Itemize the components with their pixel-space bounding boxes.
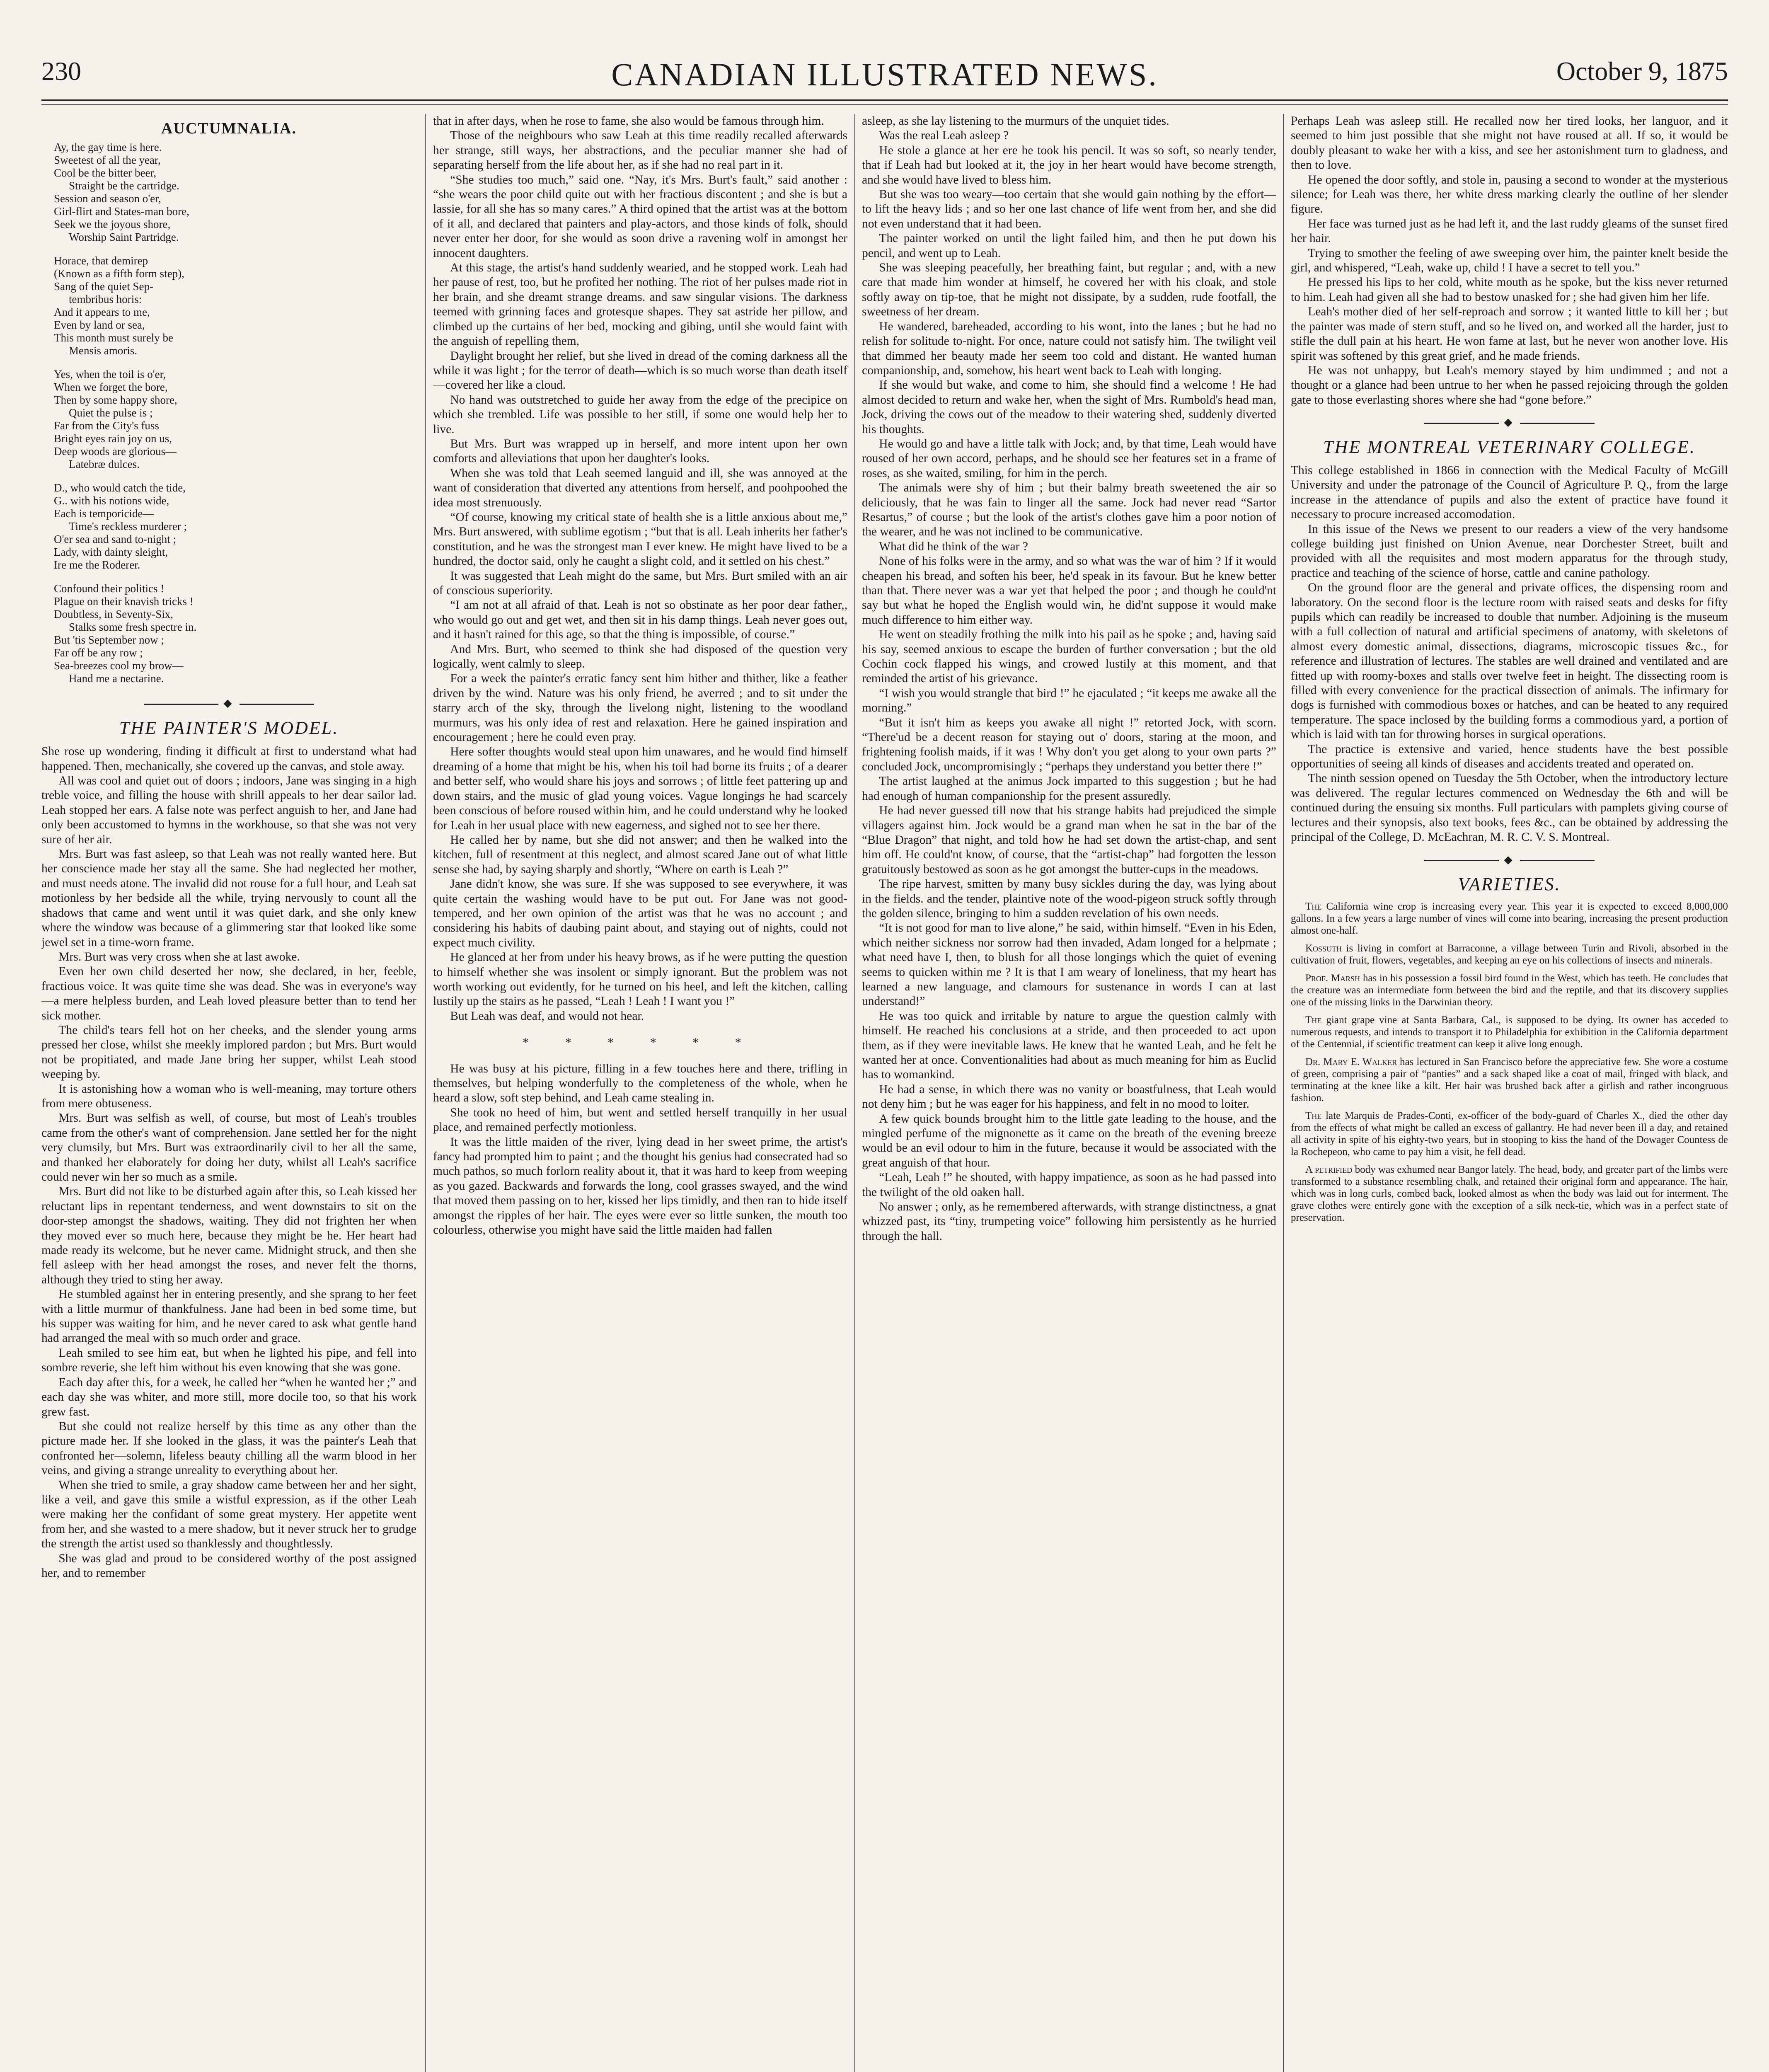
poem-line: Yes, when the toil is o'er, (54, 368, 166, 381)
poem-line: Latebræ dulces. (69, 458, 140, 471)
paragraph: No answer ; only, as he remembered afterwards, with strange distinctness, a gnat whizzed past, its “tiny, trumpeting voice” following him persistently as he hurried through the hall. (862, 1200, 1276, 1243)
paragraph: And Mrs. Burt, who seemed to think she had disposed of the question very logically, went calmly to sleep. (433, 642, 847, 671)
variety-lead: Kossuth (1305, 943, 1342, 954)
paragraph: No hand was outstretched to guide her away from the edge of the precipice on which she trembled. Life was possible to her still, if some one would help her to live. (433, 393, 847, 436)
paragraph: Daylight brought her relief, but she lived in dread of the coming darkness all the while it was light ; for the terror of death—which is so much worse than death itself—covered her like a cloud. (433, 349, 847, 392)
poem-line: Quiet the pulse is ; (69, 407, 153, 419)
paragraph: The ripe harvest, smitten by many busy sickles during the day, was lying about in the fields. and the tender, plaintive note of the wood-pigeon struck softly through the golden silence, bringing to him a sudden revelation of his own needs. (862, 877, 1276, 920)
poem-line: (Known as a fifth form step), (54, 267, 184, 280)
paragraph: “It is not good for man to live alone,” he said, within himself. “Even in his Eden, which neither sickness nor sorrow had then invaded, Adam longed for a helpmate ; what need have I, then, to blush for all those longings which the quiet of evening seems to quicken within me ? It is that I am weary of loneliness, that my heart has learned a new language, and clamours for sustenance in words I can at last understand!” (862, 921, 1276, 1008)
paragraph: Mrs. Burt did not like to be disturbed again after this, so Leah kissed her reluctant lips in repentant tenderness, and went downstairs to sit on the door-step amongst the shadows, waiting. They did not frighten her when they moved ever so much here, because they might be he. Her heart had made ready its welcome, but he never came. Midnight struck, and then she fell asleep with her head amongst the roses, and never felt the thorns, although they tried to sting her away. (41, 1185, 416, 1286)
column-divider (854, 114, 855, 2072)
issue-date: October 9, 1875 (1556, 56, 1728, 86)
poem-line: This month must surely be (54, 332, 173, 344)
paragraph: “I wish you would strangle that bird !” he ejaculated ; “it keeps me awake all the morning.” (862, 686, 1276, 715)
paragraph: All was cool and quiet out of doors ; indoors, Jane was singing in a high treble voice, and filling the house with shrill appeals to her dear sailor lad. Leah stopped her ears. A false note was perfect anguish to her, and Jane had only been accustomed to hymns in the workhouse, so that she was not very sure of her air. (41, 774, 416, 846)
poem-line: Ire me the Roderer. (54, 559, 140, 571)
variety-lead: Dr. Mary E. Walker (1305, 1056, 1397, 1068)
poem-line: Worship Saint Partridge. (69, 231, 179, 244)
poem-line: Sweetest of all the year, (54, 154, 161, 167)
paragraph: Each day after this, for a week, he called her “when he wanted her ;” and each day she was whiter, and more still, more docile too, so that his work grew fast. (41, 1375, 416, 1418)
poem-line: Even by land or sea, (54, 319, 145, 332)
paragraph: He went on steadily frothing the milk into his pail as he spoke ; and, having said his say, seemed anxious to escape the burden of further conversation ; but the old Cochin cock flapped his wings, and crowed lustily at this moment, and that reminded the artist of his grievance. (862, 628, 1276, 685)
variety-text: body was exhumed near Bangor lately. The head, body, and greater part of the limbs were transformed to a substance resembling chalk, and retained their original form and appearance. The hair, which was in long curls, combed back, looked almost as when the body was laid out for interment. The grave clothes were entirely gone with the exception of a silk neck-tie, which was in a perfect state of preservation. (1291, 1164, 1728, 1224)
poem-line: Girl-flirt and States-man bore, (54, 205, 189, 218)
variety-text: California wine crop is increasing every year. This year it is expected to exceed 8,000,000 gallons. In a few years a large number of vines will come into bearing, increasing the present production almost one-half. (1291, 901, 1728, 937)
paragraph: He was not unhappy, but Leah's memory stayed by him undimmed ; and not a thought or a glance had been untrue to her when he passed rejoicing through the golden gate to those everlasting shores where she had “gone before.” (1291, 363, 1728, 407)
story-column-2 (433, 114, 847, 1237)
header-rule-thin (41, 104, 1728, 105)
paragraph: He wandered, bareheaded, according to his wont, into the lanes ; but he had no relish for solitude to-night. For once, nature could not satisfy him. The twilight veil that dimmed her beauty made her seem too cold and distant. He wanted human companionship, and, somehow, his heart went back to Leah with longing. (862, 320, 1276, 377)
paragraph: In this issue of the News we present to our readers a view of the very handsome college building just finished on Union Avenue, near Dorchester Street, built and provided with all the requisites and most modern apparatus for the through study, practice and teaching of the science of horse, cattle and canine pathology. (1291, 522, 1728, 580)
paragraph: He glanced at her from under his heavy brows, as if he were putting the question to himself whether she was insolent or simply ignorant. But the problem was not worth working out evidently, for he turned on his heel, and left the kitchen, calling lustily up the stairs as he passed, “Leah ! Leah ! I want you !” (433, 951, 847, 1008)
paragraph: Leah smiled to see him eat, but when he lighted his pipe, and fell into sombre reverie, she left him without his even knowing that she was gone. (41, 1346, 416, 1375)
paragraph: It is astonishing how a woman who is well-meaning, may torture others from mere obtuseness. (41, 1082, 416, 1110)
varieties-list (1291, 900, 1728, 1224)
variety-lead: Prof. Marsh (1305, 973, 1360, 984)
variety-item (1291, 1110, 1728, 1158)
paragraph: He stumbled against her in entering presently, and she sprang to her feet with a little murmur of thankfulness. Jane had been in bed some time, but his supper was waiting for him, and he never cared to ask what gentle hand had arranged the meal with so much order and grace. (41, 1288, 416, 1345)
paragraph: It was the little maiden of the river, lying dead in her sweet prime, the artist's fancy had prompted him to paint ; and the thought his genius had consecrated had so much pathos, so much forlorn reality about it, that it was hard to keep from weeping as you gazed. Backwards and forwards the long, cool grasses swayed, and the wind that moved them passing on to her, kissed her lips timidly, and then ran to hide itself amongst the ripples of her hair. The eyes were ever so little sunken, the mouth too colourless, otherwise you might have said the little maiden had fallen (433, 1135, 847, 1237)
paragraph: The child's tears fell hot on her cheeks, and the slender young arms pressed her close, whilst she meekly implored pardon ; but Mrs. Burt would not be propitiated, and made Jane bring her supper, whilst Leah stood weeping by. (41, 1023, 416, 1081)
paragraph: He pressed his lips to her cold, white mouth as he spoke, but the kiss never returned to him. Leah had given all she had to bestow unasked for ; she had given him her life. (1291, 276, 1728, 304)
paragraph: She took no heed of him, but went and settled herself tranquilly in her usual place, and remained perfectly motionless. (433, 1106, 847, 1134)
paragraph: The painter worked on until the light failed him, and then he put down his pencil, and went up to Leah. (862, 232, 1276, 260)
paragraph: For a week the painter's erratic fancy sent him hither and thither, like a feather driven by the wind. Nature was his only friend, he averred ; and to sit under the starry arch of the sky, through the livelong night, listening to the woodland murmurs, was his only idea of rest and relaxation. Here he gained inspiration and encouragement ; here he could even pray. (433, 672, 847, 744)
paragraph: But she could not realize herself by this time as any other than the picture made her. If she looked in the glass, it was the painter's Leah that confronted her—solemn, lifeless beauty chilling all the warm blood in her veins, and giving a strange unreality to everything about her. (41, 1419, 416, 1477)
poem-line: Hand me a nectarine. (69, 672, 164, 685)
column-divider (1283, 114, 1284, 2072)
paragraph: Mrs. Burt was very cross when she at last awoke. (58, 950, 300, 963)
poem-line: Session and season o'er, (54, 192, 161, 205)
variety-item (1291, 1014, 1728, 1050)
poem-line: Doubtless, in Seventy-Six, (54, 608, 173, 621)
paragraph: “Leah, Leah !” he shouted, with happy impatience, as soon as he had passed into the twilight of the old oaken hall. (862, 1171, 1276, 1199)
variety-lead: The (1305, 901, 1322, 913)
poem-line: tembribus horis: (69, 293, 142, 306)
variety-lead: A petrified (1305, 1164, 1353, 1176)
variety-text: has in his possession a fossil bird found in the West, which has teeth. He concludes that the creature was an intermediate form between the bird and the reptile, and that its discovery supplies one of the missing links in the Darwinian theory. (1291, 973, 1728, 1008)
poem-line: Plague on their knavish tricks ! (54, 595, 194, 608)
poem-line: When we forget the bore, (54, 381, 168, 394)
poem-line: But 'tis September now ; (54, 634, 164, 646)
college-article (1291, 463, 1728, 845)
paragraph: that in after days, when he rose to fame, she also would be famous through him. (433, 114, 824, 128)
variety-text: giant grape vine at Santa Barbara, Cal., is supposed to be dying. Its owner has acceded to numerous requests, and intends to transport it to Philadelphia for exhibition in the California department of the Centennial, if scientific treatment can keep it alive long enough. (1291, 1014, 1728, 1050)
paragraph: Was the real Leah asleep ? (879, 129, 1009, 143)
paragraph: At this stage, the artist's hand suddenly wearied, and he stopped work. Leah had her pause of rest, too, but he profited her nothing. The riot of her pulses made riot in her brain, and she dreamt strange dreams. and saw singular visions. The darkness teemed with grinning faces and grotesque shapes. They sat astride her pillow, and climbed up the curtains of her bed, mocking and gibing, until she would faint with the anguish of repelling them, (433, 261, 847, 348)
paragraph: He had a sense, in which there was no vanity or boastfulness, that Leah would not deny him ; but he was eager for his happiness, and felt in no mood to loiter. (862, 1082, 1276, 1111)
masthead (41, 56, 1728, 106)
poem-line: Far from the City's fuss (54, 419, 159, 432)
variety-item (1291, 1164, 1728, 1224)
paragraph: Those of the neighbours who saw Leah at this time readily recalled afterwards her strange, still ways, her abstractions, and the peculiar manner she had of separating herself from the life about her, as if she had no real part in it. (433, 129, 847, 172)
paragraph: He opened the door softly, and stole in, pausing a second to wonder at the mysterious silence; for Leah was there, her white dress marking clearly the outline of her slender figure. (1291, 173, 1728, 216)
poem-line: Horace, that demirep (54, 254, 148, 267)
poem-title: AUCTUMNALIA. (161, 120, 297, 137)
paragraph: Leah's mother died of her self-reproach and sorrow ; it wanted little to kill her ; but the painter was made of stern stuff, and so he lived on, and worked all the harder, just to stifle the dull pain at his heart. He won fame at last, but he never won another love. His spirit was softened by this great grief, and he made friends. (1291, 305, 1728, 363)
paragraph: The artist laughed at the animus Jock imparted to this suggestion ; but he had had enough of human companionship for the present assuredly. (862, 775, 1276, 803)
header-rule (41, 99, 1728, 101)
paragraph: A few quick bounds brought him to the little gate leading to the house, and the mingled perfume of the mignonette as it came on the breath of the evening breeze would be an evil odour to him in the future, because it would be associated with the great anguish of that hour. (862, 1112, 1276, 1169)
college-title: THE MONTREAL VETERINARY COLLEGE. (1323, 436, 1696, 457)
section-ornament: ◆ (1291, 852, 1728, 867)
paragraph: This college established in 1866 in connection with the Medical Faculty of McGill University and under the patronage of the Council of Agriculture P. Q., from the large increase in the attendance of pupils and also the extent of practice have found it necessary to procure increased accomodation. (1291, 463, 1728, 521)
poem-stanza (54, 582, 416, 685)
varieties-title: VARIETIES. (1458, 874, 1561, 894)
poem-body (41, 141, 416, 685)
story-column-1 (41, 744, 416, 1581)
page-number: 230 (41, 56, 81, 86)
paragraph: He would go and have a little talk with Jock; and, by that time, Leah would have roused of her own accord, perhaps, and he should see her features set in a frame of roses, as she waited, smiling, for him in the perch. (862, 437, 1276, 480)
variety-item (1291, 972, 1728, 1008)
paragraph: The animals were shy of him ; but their balmy breath sweetened the air so deliciously, that he was fain to linger all the same. Jock had never read “Sartor Resartus,” of course ; but the look of the artist's clothes gave him a poor notion of the wearer, and he was not inclined to be communicative. (862, 481, 1276, 539)
paragraph: When she was told that Leah seemed languid and ill, she was annoyed at the want of consideration that diverted any attentions from herself, and poohpoohed the idea most strenuously. (433, 466, 847, 509)
poem-line: Ay, the gay time is here. (54, 141, 162, 154)
poem-line: G.. with his notions wide, (54, 494, 169, 507)
paragraph: She was glad and proud to be considered worthy of the post assigned her, and to remember (41, 1552, 416, 1580)
story-column-4 (1291, 114, 1728, 407)
poem-line: Mensis amoris. (69, 344, 137, 357)
paragraph: Here softer thoughts would steal upon him unawares, and he would find himself dreaming of a home that might be his, when his toil had borne its fruits ; of a dearer and better self, who would share his joys and sorrows ; of little feet pattering up and down stairs, and the music of glad young voices. Vague longings he had scarcely been conscious of before roused within him, and he could understand why he looked for Leah in her usual place with new eagerness, and sighed not to see her there. (433, 745, 847, 832)
story-column-3 (862, 114, 1276, 1244)
poem-line: Seek we the joyous shore, (54, 218, 171, 231)
variety-text: has lectured in San Francisco before the appreciative few. She wore a costume of green, comprising a pair of “panties” and a sack shaped like a coat of mail, fringed with black, and terminating at the knee like a kilt. Her hair was brushed back after a girlish and rather incongruous fashion. (1291, 1056, 1728, 1104)
paragraph: Trying to smother the feeling of awe sweeping over him, the painter knelt beside the girl, and whispered, “Leah, wake up, child ! I have a secret to tell you.” (1291, 246, 1728, 275)
poem-line: Then by some happy shore, (54, 394, 177, 407)
variety-lead: The (1305, 1110, 1322, 1122)
poem-stanza (54, 254, 416, 357)
paragraph: He had never guessed till now that his strange habits had prejudiced the simple villagers against him. Jock would be a grand man when he sat in the bar of the “Blue Dragon” that night, and told how he had set down the artist-chap, and sent him off. He could'nt know, of course, that the “artist-chap” had forgotten the lesson gratuitously bestowed as soon as he got amongst the butter-cups in the meadows. (862, 804, 1276, 876)
newspaper-title: CANADIAN ILLUSTRATED NEWS. (611, 56, 1158, 92)
variety-text: late Marquis de Prades-Conti, ex-officer of the body-guard of Charles X., died the other day from the effects of what might be called an excess of gallantry. He had never been ill a day, and retained all activity in spite of his eighty-two years, but in stooping to kiss the hand of the Dowager Countess de la Rochepeon, who came to pay him a visit, he fell dead. (1291, 1110, 1728, 1158)
section-break: * * * * * * (523, 1036, 758, 1050)
poem-line: Sea-breezes cool my brow— (54, 659, 184, 672)
section-ornament: ◆ (1291, 415, 1728, 429)
paragraph: Mrs. Burt was fast asleep, so that Leah was not really wanted here. But her conscience made her stay all the same. She had neglected her mother, and must needs atone. The invalid did not rouse for a full hour, and Leah sat motionless by her bedside all the while, trying nervously to count all the shadows that came and went until it was quiet dark, and she only knew where the window was because of a glimmering star that looked like some jewel set in a time-worn frame. (41, 847, 416, 949)
paragraph: Perhaps Leah was asleep still. He recalled now her tired looks, her languor, and it seemed to him just possible that she might not have roused at all. If so, it would be doubly pleasant to wake her with a kiss, and see her astonishment turn to gladness, and then to love. (1291, 114, 1728, 172)
paragraph: Even her own child deserted her now, she declared, in her, feeble, fractious voice. It was quite time she was dead. She was in everyone's way—a mere helpless burden, and Leah loved pleasure better than to tend her sick mother. (41, 965, 416, 1022)
paragraph: She was sleeping peacefully, her breathing faint, but regular ; and, with a new care that made him wonder at himself, he covered her with his cloak, and stole softly away on tip-toe, that he might not dissipate, by a sudden, rude footfall, the sweetness of her dream. (862, 261, 1276, 319)
paragraph: “I am not at all afraid of that. Leah is not so obstinate as her poor dear father,, who would go out and get wet, and then sit in his damp things. Leah never goes out, and it hasn't rained for this age, so that the thing is impossible, of course.” (433, 598, 847, 641)
paragraph: Mrs. Burt was selfish as well, of course, but most of Leah's troubles came from the other's want of comprehension. Jane settled her for the night very clumsily, but Mrs. Burt was extraordinarily civil to her all the same, and thanked her elaborately for doing her duty, whilst all Leah's sacrifice could never win her so much as a smile. (41, 1111, 416, 1184)
paragraph: “Of course, knowing my critical state of health she is a little anxious about me,” Mrs. Burt answered, with sublime egotism ; “but that is all. Leah inherits her father's constitution, and he was the strongest man I ever knew. He might have lived to be a hundred, the doctor said, only he caught a slight cold, and it settled on his chest.” (433, 510, 847, 568)
paragraph: None of his folks were in the army, and so what was the war of him ? If it would cheapen his bread, and soften his beer, he'd speak in its favour. But he knew better than that. There never was a war yet that helped the poor ; and though he could'nt say but what he hoped the English would win, he did'nt suppose it would make much difference to him either way. (862, 554, 1276, 627)
paragraph: The practice is extensive and varied, hence students have the best possible opportunities of seeing all kinds of diseases and accidents treated and operated on. (1291, 742, 1728, 771)
paragraph: He was busy at his picture, filling in a few touches here and there, trifling in themselves, but helping wonderfully to the completeness of the whole, when he heard a slow, soft step behind, and Leah came stealing in. (433, 1062, 847, 1105)
poem-line: Straight be the cartridge. (69, 179, 179, 192)
paragraph: When she tried to smile, a gray shadow came between her and her sight, like a veil, and gave this smile a wistful expression, as if the other Leah were making her the confidant of some great mystery. Her appetite went from her, and she wasted to a mere shadow, but it never struck her to grudge the strength the artist used so thanklessly and thoughtlessly. (41, 1478, 416, 1551)
poem-line: Deep woods are glorious— (54, 445, 177, 458)
paragraph: “But it isn't him as keeps you awake all night !” retorted Jock, with scorn. “There'ud be a decent reason for staying out o' doors, staring at the moon, and frightening foolish maids, if it was ! Why don't you get along to your own parts ?” concluded Jock, uncompromisingly ; “perhaps they understand you better there !” (862, 716, 1276, 773)
paragraph: It was suggested that Leah might do the same, but Mrs. Burt smiled with an air of conscious superiority. (433, 569, 847, 597)
poem-line: Far off be any row ; (54, 646, 143, 659)
poem-line: Confound their politics ! (54, 582, 165, 595)
section-ornament: ◆ (41, 696, 416, 710)
poem-stanza (54, 141, 416, 244)
variety-text: is living in comfort at Barraconne, a village between Turin and Rivoli, absorbed in the cultivation of fruit, flowers, vegetables, and keeping an eye on his collections of insects and minerals. (1291, 943, 1728, 966)
column-1 (41, 114, 416, 2072)
poem-line: D., who would catch the tide, (54, 482, 186, 494)
poem-line: And it appears to me, (54, 306, 150, 319)
paragraph: He was too quick and irritable by nature to argue the question calmly with himself. He reached his conclusions at a stride, and then proceeded to act upon them, as if they were inevitable laws. He knew that he wanted Leah, and he felt he wanted her at once. Conventionalities had about as much meaning for him as Euclid has to womankind. (862, 1009, 1276, 1082)
variety-item (1291, 942, 1728, 966)
poem-line: Stalks some fresh spectre in. (69, 621, 197, 634)
poem-line: Lady, with dainty sleight, (54, 546, 168, 559)
poem-line: Bright eyes rain joy on us, (54, 432, 172, 445)
paragraph: On the ground floor are the general and private offices, the dispensing room and laboratory. On the second floor is the lecture room with raised seats and desks for fifty pupils which can readily be increased to double that number. Adjoining is the museum with a full collection of natural and artificial specimens of anatomy, with skeletons of almost every domestic animal, dissections, diagrams, microscopic tissues &c., for reference and illustration of lectures. The stables are well drained and ventilated and are fitted up with roomy-boxes and stalls over twelve feet in height. The dissecting room is filled with every convenience for the practical dissection of animals. The infirmary for dogs is furnished with commodious boxes or hatches, and can be heated to any required temperature. The space inclosed by the building forms a commodious yard, a portion of which is laid with tan for throwing horses in surgical operations. (1291, 581, 1728, 741)
column-divider (425, 114, 426, 2072)
paragraph: But Leah was deaf, and would not hear. (450, 1009, 644, 1023)
poem-line: Cool be the bitter beer, (54, 167, 157, 179)
poem-line: O'er sea and sand to-night ; (54, 533, 177, 546)
paragraph: He called her by name, but she did not answer; and then he walked into the kitchen, full of resentment at this neglect, and almost scared Jane out of what little sense she had, by saying sharply and shortly, “Where on earth is Leah ?” (433, 833, 847, 876)
column-2 (433, 114, 847, 2072)
column-3 (862, 114, 1276, 2072)
paragraph: He stole a glance at her ere he took his pencil. It was so soft, so nearly tender, that if Leah had but looked at it, the joy in her heart would have become strength, and she would have lived to bless him. (862, 143, 1276, 186)
poem-line: Sang of the quiet Sep- (54, 280, 153, 293)
paragraph: Jane didn't know, she was sure. If she was supposed to see everywhere, it was quite certain the washing would have to be put out. For Jane was not good-tempered, and her own opinion of the artist was that he was no account ; and considering his habits of daubing paint about, and staying out of nights, could not expect much civility. (433, 877, 847, 949)
poem-stanza (54, 482, 416, 571)
variety-lead: The (1305, 1014, 1322, 1026)
paragraph: asleep, as she lay listening to the murmurs of the unquiet tides. (862, 114, 1169, 128)
variety-item (1291, 900, 1728, 937)
column-4 (1291, 114, 1728, 2072)
poem-line: Time's reckless murderer ; (69, 520, 187, 533)
paragraph: Her face was turned just as he had left it, and the last ruddy gleams of the sunset fired her hair. (1291, 217, 1728, 245)
story-title: THE PAINTER'S MODEL. (119, 717, 339, 738)
paragraph: But she was too weary—too certain that she would gain nothing by the effort—to lift the heavy lids ; and so her one last chance of life went from her, and she did not even understand that it had been. (862, 188, 1276, 230)
paragraph: What did he think of the war ? (879, 540, 1028, 553)
paragraph: “She studies too much,” said one. “Nay, it's Mrs. Burt's fault,” said another : “she wears the poor child quite out with her fractious discontent ; and she is but a lassie, for all she has so many cares.” A third opined that the artist was at the bottom of it all, and declared that painters and play-actors, and those kinds of folk, should never enter her door, for she would as soon drive a ravening wolf in amongst her innocent daughters. (433, 173, 847, 260)
paragraph: The ninth session opened on Tuesday the 5th October, when the introductory lecture was delivered. The regular lectures commenced on Wednesday the 6th and will be continued during the ensuing six months. Full particulars with pamplets giving course of lectures and their synopsis, also text books, fees &c., can be obtained by addressing the principal of the College, D. McEachran, M. R. C. V. S. Montreal. (1291, 772, 1728, 844)
poem-line: Each is temporicide— (54, 507, 154, 520)
poem-stanza (54, 368, 416, 471)
paragraph: But Mrs. Burt was wrapped up in herself, and more intent upon her own comforts and alleviations that upon her daughter's looks. (433, 437, 847, 465)
variety-item (1291, 1056, 1728, 1104)
paragraph: If she would but wake, and come to him, she should find a welcome ! He had almost decided to return and wake her, when the sight of Mrs. Rumbold's head man, Jock, driving the cows out of the meadow to their watering shed, suddenly diverted his thoughts. (862, 378, 1276, 436)
paragraph: She rose up wondering, finding it difficult at first to understand what had happened. Then, mechanically, she covered up the canvas, and stole away. (41, 745, 416, 773)
